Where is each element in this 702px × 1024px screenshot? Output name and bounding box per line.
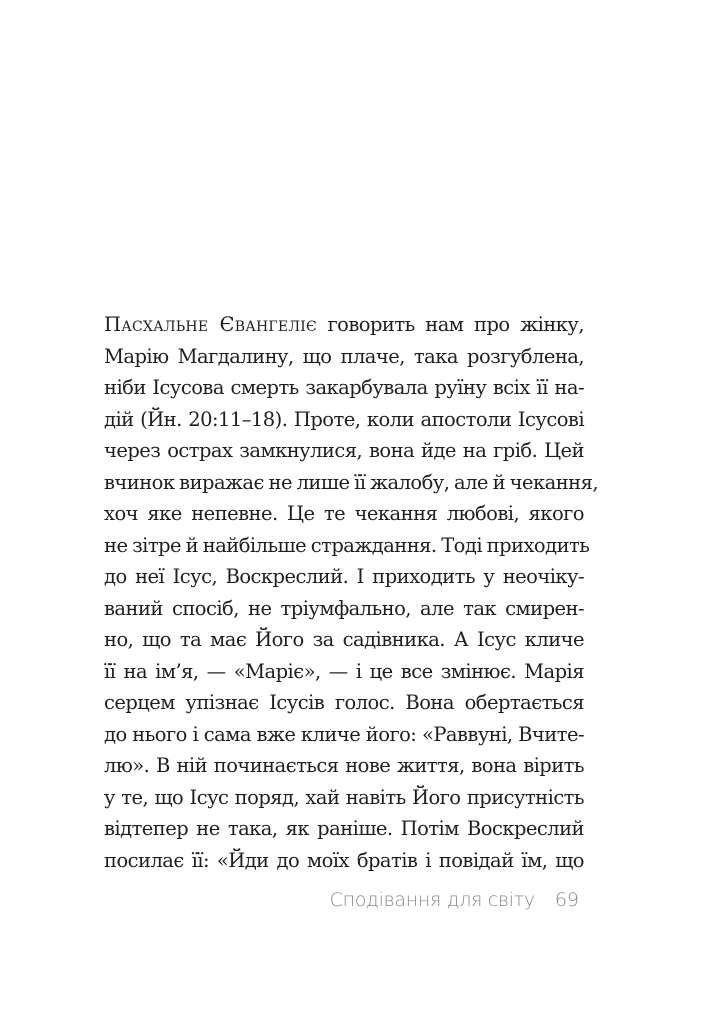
text-line: хоч яке непевне. Це те чекання любові, якого xyxy=(104,502,584,525)
text-line: її на ім’я, — «Маріє», — і це все змінює. Марія xyxy=(104,659,584,683)
running-title: Сподівання для світу xyxy=(329,889,535,911)
text-line: через острах замкнулися, вона йде на гріб. Цей xyxy=(104,439,584,462)
text-line: ніби Ісусова смерть закарбувала руїну всіх її на- xyxy=(104,376,584,399)
page-footer xyxy=(330,889,579,911)
text-line: дій (Йн. 20:11–18). Проте, коли апостоли Ісусові xyxy=(104,407,584,431)
text-line: відтепер не така, як раніше. Потім Воскреслий xyxy=(104,817,584,840)
opening-words: Пасхальне Євангеліє xyxy=(104,313,317,336)
body-text xyxy=(104,309,599,876)
page-number: 69 xyxy=(554,889,579,911)
text-line: у те, що Ісус поряд, хай навіть Його присутність xyxy=(104,785,584,809)
text-line: Марію Магдалину, що плаче, така розгублена, xyxy=(104,344,584,368)
text-line: лю». В ній починається нове життя, вона вірить xyxy=(104,754,584,777)
text-line: не зітре й найбільше страждання. Тоді приходить xyxy=(104,533,590,557)
text-line: вчинок виражає не лише її жалобу, але й чекання, xyxy=(104,470,599,494)
text-line: серцем упізнає Ісусів голос. Вона обертається xyxy=(104,691,584,714)
text-line: посилає її: «Йди до моїх братів і повідай їм, що xyxy=(104,848,584,872)
text-line xyxy=(104,309,584,341)
text-line: до неї Ісус, Воскреслий. І приходить у неочіку- xyxy=(104,565,584,588)
text-line: но, що та має Його за садівника. А Ісус кличе xyxy=(104,628,584,651)
text-line: ваний спосіб, не тріумфально, але так смирен- xyxy=(104,596,584,620)
text-line: до нього і сама вже кличе його: «Раввуні, Вчите- xyxy=(104,722,584,746)
text-line-rest: говорить нам про жінку, xyxy=(316,313,584,336)
